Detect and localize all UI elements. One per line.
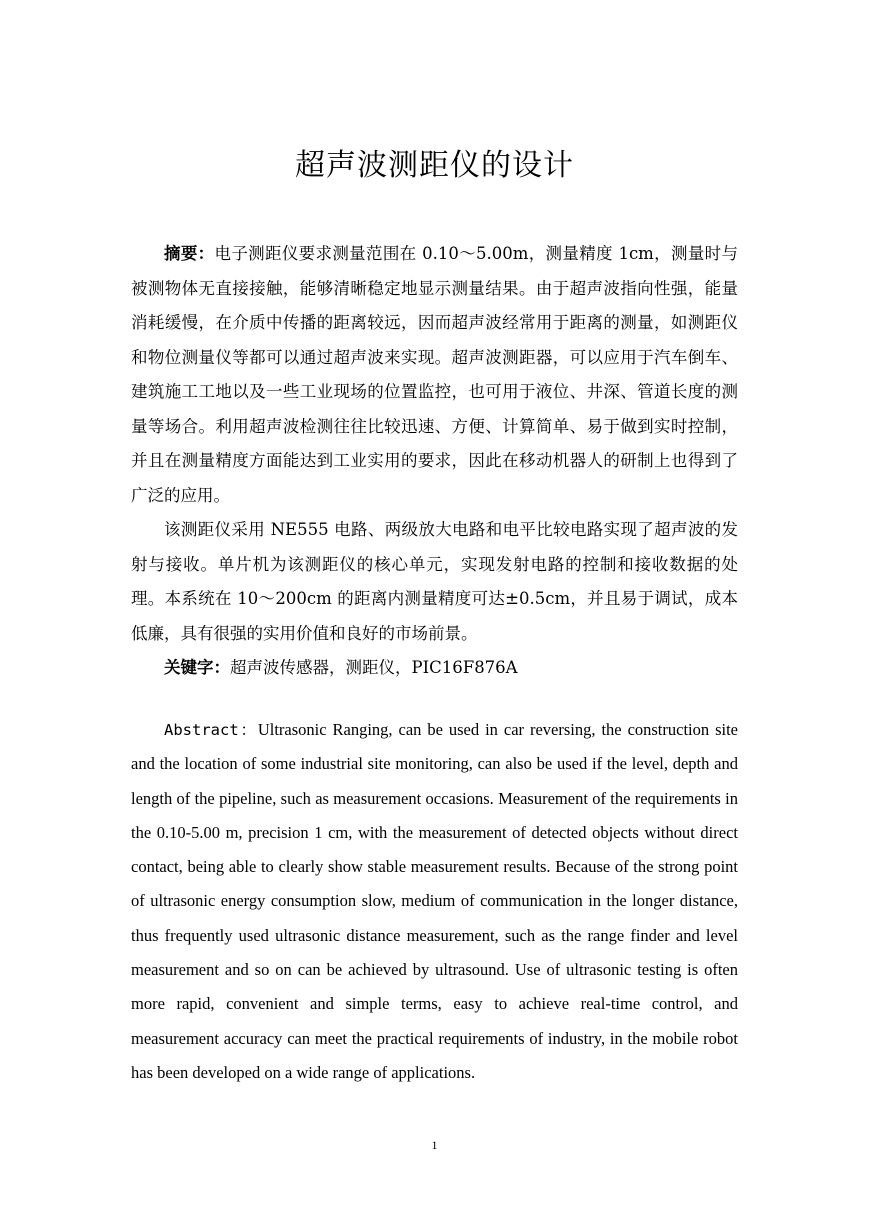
chinese-abstract-paragraph-2 [131,513,738,651]
abstract-zh-text-2: 该测距仪采用 NE555 电路、两级放大电路和电平比较电路实现了超声波的发射与接收。单片机为该测距仪的核心单元，实现发射电路的控制和接收数据的处理。本系统在 10～200cm 的距离内测量精度可达±0.5cm，并且易于调试，成本低廉，具有很强的实用价值和良好的市场前景。 [131,520,738,643]
keywords-text: 超声波传感器，测距仪，PIC16F876A [230,658,518,677]
english-abstract-section [131,713,738,1090]
keywords-label: 关键字： [164,658,230,677]
abstract-zh-text-1: 电子测距仪要求测量范围在 0.10～5.00m，测量精度 1cm，测量时与被测物体无直接接触，能够清晰稳定地显示测量结果。由于超声波指向性强，能量消耗缓慢，在介质中传播的距离较远，因而超声波经常用于距离的测量，如测距仪和物位测量仪等都可以通过超声波来实现。超声波测距器，可以应用于汽车倒车、建筑施工工地以及一些工业现场的位置监控，也可用于液位、井深、管道长度的测量等场合。利用超声波检测往往比较迅速、方便、计算简单、易于做到实时控制，并且在测量精度方面能达到工业实用的要求，因此在移动机器人的研制上也得到了广泛的应用。 [131,244,738,505]
keywords-line [131,651,738,686]
abstract-label-zh: 摘要： [164,244,215,263]
english-abstract-paragraph [131,713,738,1090]
abstract-label-en: Abstract： [164,721,258,739]
chinese-abstract-paragraph-1 [131,237,738,513]
page-number: 1 [431,1138,438,1152]
chinese-abstract-section [131,237,738,686]
abstract-en-text: Ultrasonic Ranging, can be used in car reversing, the construction site and the location of some industrial site monitoring, can also be used if the level, depth and length of the pipeline, such as measurement occasions. Measurement of the requirements in the 0.10-5.00 m, precision 1 cm, with the measurement of detected objects without direct contact, being able to clearly show stable measurement results. Because of the strong point of ultrasonic energy consumption slow, medium of communication in the longer distance, thus frequently used ultrasonic distance measurement, such as the range finder and level measurement and so on can be achieved by ultrasound. Use of ultrasonic testing is often more rapid, convenient and simple terms, easy to achieve real-time control, and measurement accuracy can meet the practical requirements of industry, in the mobile robot has been developed on a wide range of applications. [131,720,738,1082]
document-title: 超声波测距仪的设计 [295,148,574,183]
